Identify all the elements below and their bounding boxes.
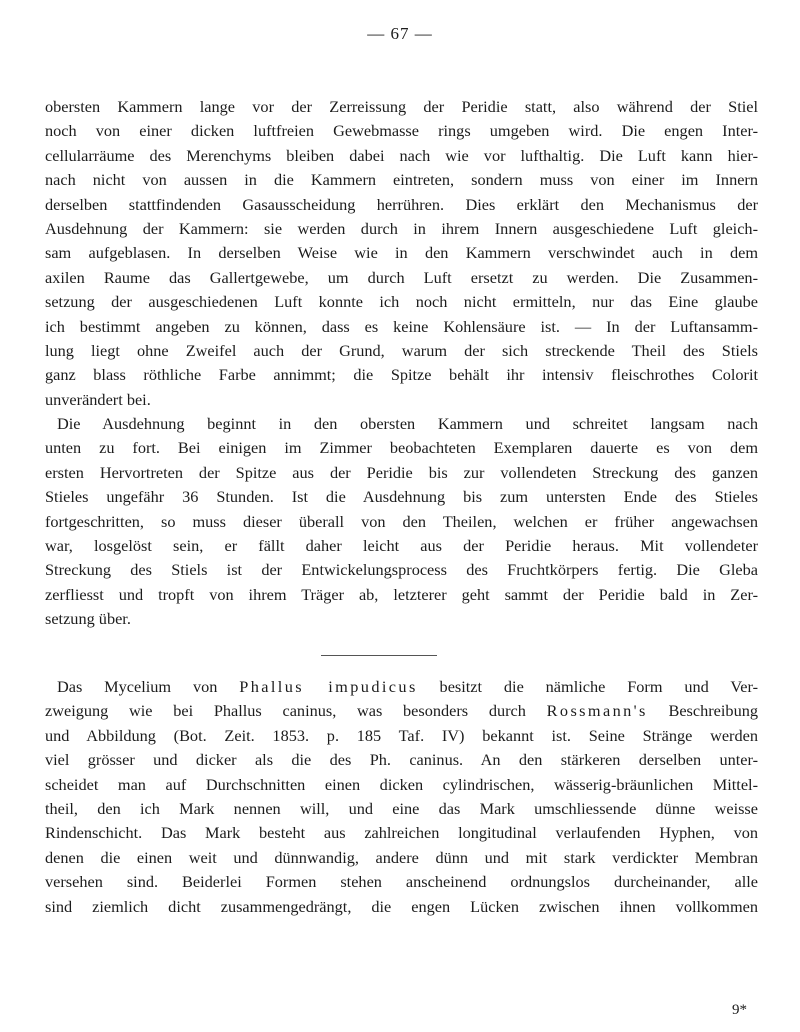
text-line: axilen Raume das Gallertgewebe, um durch Luft ersetzt zu werden. Die Zusammen- [45,267,758,287]
text-run: Beschreibung [647,701,758,721]
text-line: lung liegt ohne Zweifel auch der Grund, warum der sich streckende Theil des Stiels [45,340,758,360]
text-line: cellularräume des Merenchyms bleiben dabei nach wie vor lufthaltig. Die Luft kann hier- [45,145,758,165]
author-name: Rossmann's [546,701,648,721]
text-line: ganz blass röthliche Farbe annimmt; die Spitze behält ihr intensiv fleischrothes Colorit [45,365,758,385]
text-line: scheidet man auf Durchschnitten einen dicken cylindrischen, wässerig-bräunlichen Mittel- [45,774,758,794]
text-line: Die Ausdehnung beginnt in den obersten Kammern und schreitet langsam nach [57,414,758,434]
text-line: noch von einer dicken luftfreien Gewebmasse rings umgeben wird. Die engen Inter- [45,121,758,141]
text-line: zerfliesst und tropft von ihrem Träger ab, letzterer geht sammt der Peridie bald in Zer- [45,584,758,604]
text-line: obersten Kammern lange vor der Zerreissung der Peridie statt, also während der Stiel [45,97,758,116]
paragraph-1 [45,95,758,412]
text-line: versehen sind. Beiderlei Formen stehen anscheinend ordnungslos durcheinander, alle [45,872,758,892]
text-line: Rindenschicht. Das Mark besteht aus zahlreichen longitudinal verlaufenden Hyphen, von [45,823,758,843]
text-line: Stieles ungefähr 36 Stunden. Ist die Ausdehnung bis zum untersten Ende des Stieles [45,487,758,507]
text-block-lower [45,675,758,919]
text-line: war, losgelöst sein, er fällt daher leicht aus der Peridie heraus. Mit vollendeter [45,536,758,556]
paragraph-3 [45,675,758,919]
text-line: ich bestimmt angeben zu können, dass es keine Kohlensäure ist. — In der Luftansamm- [45,316,758,336]
text-line [45,699,758,723]
text-line: setzung über. [45,609,131,629]
paragraph-2 [45,412,758,632]
text-block-upper [45,95,758,632]
page-number: — 67 — [367,24,433,43]
text-line: sam aufgeblasen. In derselben Weise wie in den Kammern verschwindet auch in dem [45,243,758,263]
species-name: Phallus impudicus [239,677,418,696]
text-line: unverändert bei. [45,389,151,409]
text-line: und Abbildung (Bot. Zeit. 1853. p. 185 Taf. IV) bekannt ist. Seine Stränge werden [45,725,758,745]
text-line: setzung der ausgeschiedenen Luft konnte ich noch nicht ermitteln, nur das Eine glaube [45,292,758,312]
text-line: sind ziemlich dicht zusammengedrängt, die engen Lücken zwischen ihnen vollkommen [45,896,758,916]
text-line: ersten Hervortreten der Spitze aus der Peridie bis zur vollendeten Streckung des ganzen [45,462,758,482]
text-line: unten zu fort. Bei einigen im Zimmer beobachteten Exemplaren dauerte es von dem [45,438,758,458]
signature-mark: 9* [732,1002,747,1018]
text-run: Das Mycelium von [57,677,240,696]
text-run: zweigung wie bei Phallus caninus, was besonders durch [45,701,547,721]
text-line: Streckung des Stiels ist der Entwickelungsprocess des Fruchtkörpers fertig. Die Gleba [45,560,758,580]
text-line: viel grösser und dicker als die des Ph. caninus. An den stärkeren derselben unter- [45,750,758,770]
text-line [45,675,758,699]
text-line: nach nicht von aussen in die Kammern eintreten, sondern muss von einer im Innern [45,170,758,190]
section-divider [321,655,437,656]
text-line: theil, den ich Mark nennen will, und eine das Mark umschliessende dünne weisse [45,798,758,818]
text-line: fortgeschritten, so muss dieser überall von den Theilen, welchen er früher angewachsen [45,511,758,531]
text-line: Ausdehnung der Kammern: sie werden durch in ihrem Innern ausgeschiedene Luft gleich- [45,218,758,238]
text-line: derselben stattfindenden Gasausscheidung herrühren. Dies erklärt den Mechanismus der [45,194,758,214]
text-run: besitzt die nämliche Form und Ver- [417,677,758,696]
text-line: denen die einen weit und dünnwandig, andere dünn und mit stark verdickter Membran [45,847,758,867]
